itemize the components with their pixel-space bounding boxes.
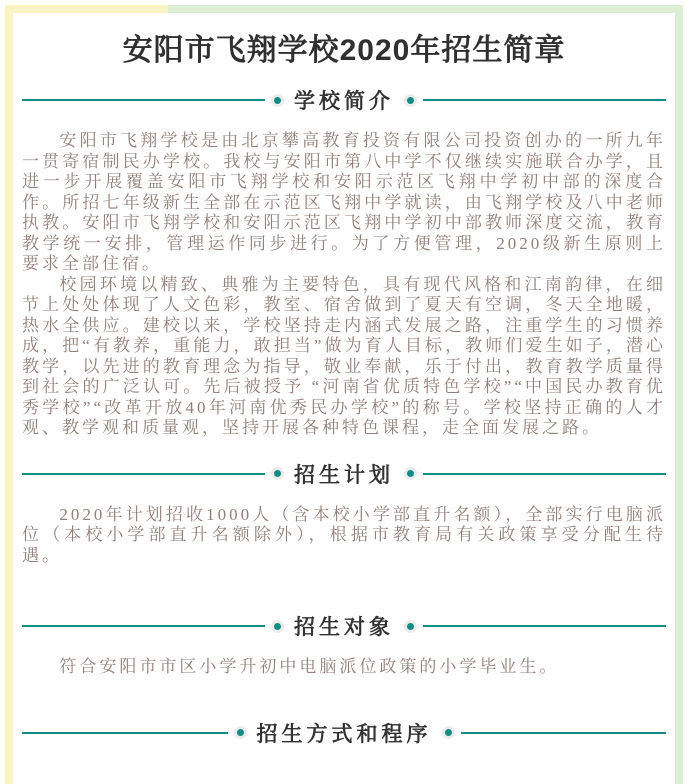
paragraph: 校园环境以精致、典雅为主要特色，具有现代风格和江南韵律，在细节上处处体现了人文色彩，教室、宿舍做到了夏天有空调，冬天全地暖，热水全供应。建校以来，学校坚持走内涵式发展之路，注重学生的习惯养成，把“有教养，重能力，敢担当”做为育人目标，教师们爱生如子，潜心教学，以先进的教育理念为指导，敬业奉献，乐于付出，教育教学质量得到社会的广泛认可。先后被授予 “河南省优质特色学校”“中国民办教育优秀学校”“改革开放40年河南优秀民办学校”的称号。学校坚持正确的人才观、教学观和质量观，坚持开展各种特色课程，走全面发展之路。: [22, 274, 666, 437]
section-title-enrollment-plan: 招生计划: [294, 463, 394, 487]
article-content: [13, 13, 675, 784]
page-title: 安阳市飞翔学校2020年招生简章: [122, 34, 566, 67]
bullet-dot-icon: [274, 470, 281, 477]
section-title-enrollment-procedure: 招生方式和程序: [256, 722, 432, 746]
section-body-enrollment-target: [22, 657, 666, 678]
frame-border-top: [5, 5, 683, 13]
bullet-dot-icon: [274, 97, 281, 104]
section-header-school-intro: [22, 87, 666, 113]
divider-line: [22, 473, 265, 475]
divider-line: [423, 473, 666, 475]
section-header-enrollment-plan: [22, 461, 666, 487]
paragraph: 2020年计划招收1000人（含本校小学部直升名额），全部实行电脑派位（本校小学部直升名额除外），根据市教育局有关政策享受分配生待遇。: [22, 504, 666, 565]
divider-line: [461, 732, 667, 734]
bullet-dot-icon: [407, 470, 414, 477]
section-title-enrollment-target: 招生对象: [294, 616, 394, 639]
divider-line: [22, 99, 265, 101]
section-header-enrollment-target: [22, 613, 666, 639]
divider-line: [423, 625, 666, 627]
divider-line: [22, 732, 228, 734]
divider-line: [22, 625, 265, 627]
bullet-dot-icon: [445, 729, 452, 736]
section-body-enrollment-plan: [22, 505, 666, 567]
bullet-dot-icon: [237, 729, 244, 736]
bullet-dot-icon: [407, 97, 414, 104]
bullet-dot-icon: [274, 623, 281, 630]
section-title-school-intro: 学校简介: [294, 90, 394, 113]
divider-line: [423, 99, 666, 101]
paragraph: 符合安阳市市区小学升初中电脑派位政策的小学毕业生。: [59, 657, 560, 676]
section-header-enrollment-procedure: [22, 720, 666, 746]
section-body-school-intro: [22, 131, 666, 439]
paragraph: 安阳市飞翔学校是由北京攀高教育投资有限公司投资创办的一所九年一贯寄宿制民办学校。我校与安阳市第八中学不仅继续实施联合办学，且进一步开展覆盖安阳市飞翔学校和安阳示范区飞翔中学初中部的深度合作。所招七年级新生全部在示范区飞翔中学就读，由飞翔学校及八中老师执教。安阳市飞翔学校和安阳示范区飞翔中学初中部教师深度交流，教育教学统一安排，管理运作同步进行。为了方便管理，2020级新生原则上要求全部住宿。: [22, 131, 666, 273]
bullet-dot-icon: [407, 623, 414, 630]
frame-border-left: [5, 5, 13, 784]
frame-border-right: [675, 5, 683, 784]
